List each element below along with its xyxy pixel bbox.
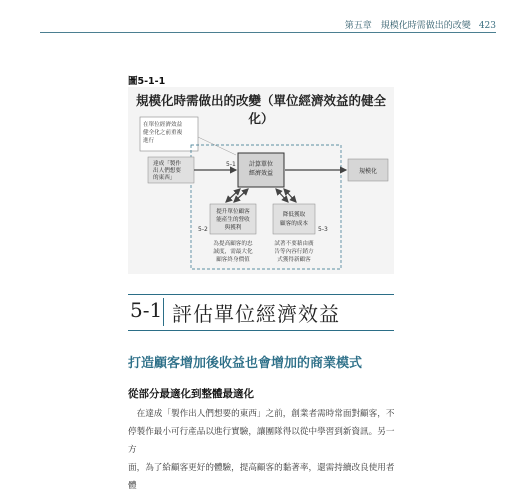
- caption-line: 誠度，需最大化: [213, 249, 253, 255]
- section-number: 5-1: [130, 298, 163, 322]
- revenue-line: 與獲利: [224, 225, 242, 231]
- figure-label: 圖5-1-1: [128, 76, 166, 87]
- cost-line: 降低獲取: [282, 212, 306, 218]
- caption-line: 告等內容行銷方: [274, 249, 314, 255]
- subheading: 打造顧客增加後收益也會增加的商業模式: [128, 356, 363, 371]
- body-line: 面，為了給顧客更好的體驗，提高顧客的黏著率，還需持續改良使用者體: [128, 463, 395, 491]
- caption-line: 顧客終身價值: [216, 257, 250, 263]
- caption-line: 式獲得新顧客: [277, 257, 311, 263]
- figure-title: 規模化時需做出的改變（單位經濟效益的健全化）: [135, 93, 386, 126]
- running-head: [345, 18, 496, 31]
- step-label: 5-1: [226, 161, 236, 168]
- revenue-line: 能產生的營收: [216, 217, 250, 223]
- section-rule-top: [128, 294, 394, 295]
- body-line: 停製作最小可行產品以進行實驗，讓團隊得以從中學習到新資訊。另一方: [128, 427, 395, 455]
- start-line: 的東西」: [153, 175, 176, 181]
- center-line: 經濟效益: [248, 170, 274, 177]
- cost-line: 顧客的成本: [280, 221, 308, 227]
- page-number: 423: [478, 21, 496, 31]
- body-line: 在達成「製作出人們想要的東西」之前，創業者需時常面對顧客，不: [128, 409, 395, 419]
- start-line: 達成「製作: [153, 161, 181, 167]
- caption-line: 為提高顧客的忠: [213, 241, 253, 247]
- step-label: 5-2: [198, 226, 208, 233]
- flow-diagram: [128, 87, 394, 274]
- section-rule-bottom: [128, 330, 394, 331]
- center-line: 計算單位: [248, 161, 274, 168]
- figure-panel: [128, 87, 394, 274]
- section-title: 評估單位經濟效益: [172, 302, 340, 326]
- arrow-center-revenue: [226, 189, 240, 202]
- caption-line: 試著不要藉由廣: [274, 241, 314, 247]
- scale-label: 規模化: [358, 168, 378, 175]
- start-line: 出人們想要: [153, 168, 181, 174]
- step-label: 5-3: [318, 226, 328, 233]
- note-line: 進行: [143, 138, 155, 144]
- section-divider: [163, 298, 164, 326]
- arrow-center-revenue: [234, 189, 248, 202]
- cost-box: [273, 204, 315, 234]
- chapter-title: 第五章 規模化時需做出的改變: [344, 21, 471, 31]
- body-text: [128, 405, 396, 495]
- note-line: 健全化之前重複: [143, 130, 183, 136]
- sub-subheading: 從部分最適化到整體最適化: [128, 388, 254, 400]
- note-line: 在單位經濟效益: [143, 122, 183, 128]
- header-rule: [40, 32, 496, 33]
- note-connector: [198, 137, 236, 155]
- revenue-line: 提升單位顧客: [216, 209, 250, 215]
